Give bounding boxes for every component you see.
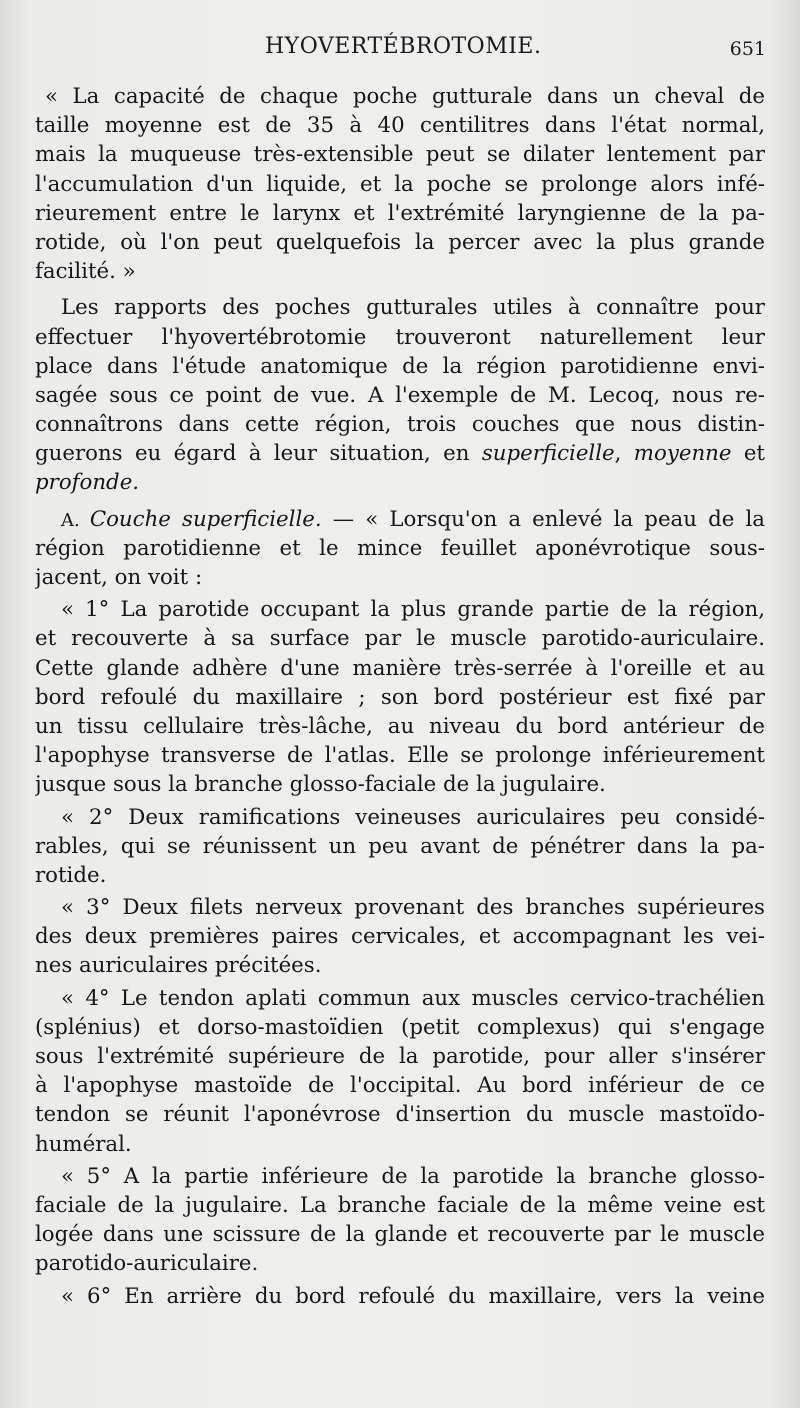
text-line xyxy=(35,439,765,468)
text-line: des deux premières paires cervicales, et accompagnant les vei- xyxy=(35,924,765,950)
text-line: « 2° Deux ramifications veineuses auriculaires peu considé- xyxy=(61,804,765,830)
text-line: « 4° Le tendon aplati commun aux muscles cervico-trachélien xyxy=(61,985,765,1011)
text-line: rotide. xyxy=(35,862,107,888)
body-text xyxy=(35,82,765,1311)
text-line: jusque sous la branche glosso-faciale de la jugulaire. xyxy=(35,772,606,798)
text-line: région parotidienne et le mince feuillet aponévrotique sous- xyxy=(35,535,765,561)
text-line: un tissu cellulaire très-lâche, au niveau du bord antérieur de xyxy=(35,713,765,739)
section-heading: Couche superficielle. xyxy=(89,506,322,532)
running-head xyxy=(0,34,800,68)
text-line: jacent, on voit : xyxy=(35,565,203,590)
paragraph-1 xyxy=(35,82,765,286)
paragraph-3 xyxy=(35,505,765,593)
text-line: mais la muqueuse très-extensible peut se dilater lentement par xyxy=(35,142,765,168)
text-line: « 3° Deux filets nerveux provenant des branches supérieures xyxy=(61,895,765,921)
text-line: et recouverte à sa surface par le muscle parotido-auriculaire. xyxy=(35,626,765,652)
page-number: 651 xyxy=(729,38,766,60)
text-run: — « Lorsqu'on a enlevé la peau de la xyxy=(321,506,765,532)
text-line: « 1° La parotide occupant la plus grande partie de la région, xyxy=(61,597,765,623)
text-line: rieurement entre le larynx et l'extrémité laryngienne de la pa- xyxy=(35,200,765,226)
text-run: guerons eu égard à leur situation, en xyxy=(35,441,482,467)
text-line: huméral. xyxy=(35,1131,132,1157)
text-line: tendon se réunit l'aponévrose d'insertion du muscle mastoïdo- xyxy=(35,1102,765,1128)
italic-term: profonde. xyxy=(35,470,140,496)
paragraph-7 xyxy=(35,984,765,1159)
text-line: faciale de la jugulaire. La branche faciale de la même veine est xyxy=(35,1192,765,1218)
paragraph-4 xyxy=(35,595,765,799)
text-line: Les rapports des poches gutturales utiles à connaître pour xyxy=(61,295,765,321)
running-title: HYOVERTÉBROTOMIE. xyxy=(265,34,542,59)
paragraph-8 xyxy=(35,1162,765,1279)
text-line: « La capacité de chaque poche gutturale dans un cheval de xyxy=(45,84,765,109)
text-line: rables, qui se réunissent un peu avant de pénétrer dans la pa- xyxy=(35,833,765,859)
text-line: sagée sous ce point de vue. A l'exemple de M. Lecoq, nous re- xyxy=(35,382,765,408)
text-line xyxy=(35,505,765,534)
text-line: logée dans une scissure de la glande et recouverte par le muscle xyxy=(35,1222,765,1248)
text-line: effectuer l'hyovertébrotomie trouveront naturellement leur xyxy=(35,324,765,350)
text-run: et xyxy=(731,441,765,467)
text-line: Cette glande adhère d'une manière très-serrée à l'oreille et au xyxy=(35,655,765,681)
text-line: taille moyenne est de 35 à 40 centilitres dans l'état normal, xyxy=(35,113,765,139)
text-line xyxy=(35,468,765,497)
text-line: l'accumulation d'un liquide, et la poche se prolonge alors infé- xyxy=(35,171,765,197)
text-line: « 6° En arrière du bord refoulé du maxillaire, vers la veine xyxy=(61,1283,765,1309)
text-line: bord refoulé du maxillaire ; son bord postérieur est fixé par xyxy=(35,684,765,710)
paragraph-2 xyxy=(35,293,765,497)
text-line: (splénius) et dorso-mastoïdien (petit complexus) qui s'engage xyxy=(35,1014,765,1040)
text-line: facilité. » xyxy=(35,259,136,285)
text-line: l'apophyse transverse de l'atlas. Elle se prolonge inférieurement xyxy=(35,743,765,769)
paragraph-9 xyxy=(35,1282,765,1311)
text-line: « 5° A la partie inférieure de la parotide la branche glosso- xyxy=(61,1163,765,1189)
paragraph-6 xyxy=(35,893,765,981)
text-line: parotido-auriculaire. xyxy=(35,1251,259,1277)
italic-term: moyenne xyxy=(633,441,732,467)
italic-term: superficielle xyxy=(481,441,615,467)
text-line: sous l'extrémité supérieure de la parotide, pour aller s'insérer xyxy=(35,1044,765,1069)
text-line: rotide, où l'on peut quelquefois la percer avec la plus grande xyxy=(35,229,765,255)
text-run: , xyxy=(614,441,634,467)
text-line: à l'apophyse mastoïde de l'occipital. Au bord inférieur de ce xyxy=(35,1073,765,1099)
text-line: place dans l'étude anatomique de la région parotidienne envi- xyxy=(35,353,765,379)
text-line: connaîtrons dans cette région, trois couches que nous distin- xyxy=(35,412,765,438)
paragraph-5 xyxy=(35,803,765,891)
text-line: nes auriculaires précitées. xyxy=(35,953,322,979)
section-letter: A. xyxy=(61,509,90,531)
